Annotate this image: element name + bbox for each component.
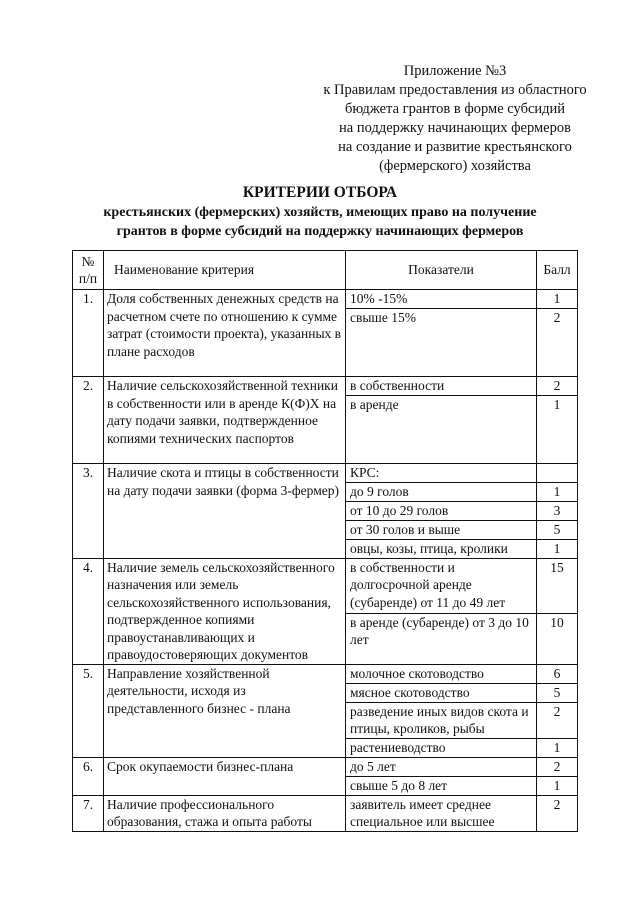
row-criterion: Доля собственных денежных средств на расчетном счете по отношению к сумме затрат (стоимости проекта), указанных в плане расходов	[104, 290, 346, 377]
row-score: 2	[537, 377, 578, 396]
row-score: 3	[537, 502, 578, 521]
appendix-line: на поддержку начинающих фермеров	[339, 120, 571, 136]
row-score: 1	[537, 290, 578, 309]
table-row	[73, 664, 578, 683]
row-score: 1	[537, 738, 578, 757]
table-row	[73, 795, 578, 831]
table-row	[73, 464, 578, 483]
row-criterion: Наличие сельскохозяйственной техники в собственности или в аренде К(Ф)Х на дату подачи заявки, подтвержденное копиями технических паспортов	[104, 377, 346, 464]
title-main: КРИТЕРИИ ОТБОРА	[242, 184, 398, 201]
row-indicator: до 9 голов	[346, 483, 537, 502]
row-score: 6	[537, 664, 578, 683]
row-indicator: молочное скотоводство	[346, 664, 537, 683]
row-indicator: 10% -15%	[346, 290, 537, 309]
row-number: 5.	[73, 664, 104, 757]
row-number: 2.	[73, 377, 104, 464]
document-title	[0, 183, 640, 241]
row-indicator: до 5 лет	[346, 757, 537, 776]
header-number-line2: п/п	[78, 271, 98, 286]
row-criterion: Срок окупаемости бизнес-плана	[104, 757, 346, 795]
row-indicator: свыше 5 до 8 лет	[346, 776, 537, 795]
row-score: 5	[537, 683, 578, 702]
table-row	[73, 757, 578, 776]
appendix-block	[290, 62, 620, 176]
row-score: 2	[537, 757, 578, 776]
header-number-line1: №	[81, 253, 95, 269]
row-number: 1.	[73, 290, 104, 377]
row-criterion: Направление хозяйственной деятельности, исходя из представленного бизнес - плана	[104, 664, 346, 757]
title-subtitle-line1: крестьянских (фермерских) хозяйств, имеющих право на получение	[103, 205, 537, 220]
row-criterion: Наличие земель сельскохозяйственного назначения или земель сельскохозяйственного использования, подтвержденное копиями правоустанавливающих и правоудостоверяющих документов	[104, 558, 346, 664]
row-indicator: мясное скотоводство	[346, 683, 537, 702]
appendix-line: к Правилам предоставления из областного	[323, 82, 587, 98]
row-score: 5	[537, 521, 578, 540]
row-criterion: Наличие профессионального образования, стажа и опыта работы	[104, 795, 346, 831]
row-indicator: разведение иных видов скота и птицы, кроликов, рыбы	[346, 702, 537, 738]
row-number: 7.	[73, 795, 104, 831]
row-score: 15	[537, 558, 578, 613]
row-score: 1	[537, 483, 578, 502]
row-score	[537, 464, 578, 483]
criteria-table	[72, 250, 578, 832]
row-score: 2	[537, 702, 578, 738]
row-score: 1	[537, 396, 578, 464]
header-indicators: Показатели	[346, 251, 537, 290]
header-criterion: Наименование критерия	[104, 251, 346, 290]
row-indicator: овцы, козы, птица, кролики	[346, 540, 537, 559]
appendix-line: Приложение №3	[403, 63, 507, 79]
row-indicator: КРС:	[346, 464, 537, 483]
row-score: 2	[537, 309, 578, 377]
title-subtitle-line2: грантов в форме субсидий на поддержку начинающих фермеров	[116, 224, 524, 239]
appendix-line: на создание и развитие крестьянского	[338, 139, 572, 155]
row-score: 2	[537, 795, 578, 831]
row-score: 1	[537, 776, 578, 795]
row-indicator: в аренде (субаренде) от 3 до 10 лет	[346, 613, 537, 664]
row-score: 1	[537, 540, 578, 559]
row-number: 3.	[73, 464, 104, 559]
row-number: 6.	[73, 757, 104, 795]
row-indicator: заявитель имеет среднее специальное или высшее	[346, 795, 537, 831]
table-row	[73, 558, 578, 613]
table-row	[73, 290, 578, 309]
appendix-line: (фермерского) хозяйства	[379, 158, 531, 174]
row-indicator: свыше 15%	[346, 309, 537, 377]
row-indicator: от 10 до 29 голов	[346, 502, 537, 521]
header-number	[73, 251, 104, 290]
row-indicator: в собственности и долгосрочной аренде (субаренде) от 11 до 49 лет	[346, 558, 537, 613]
header-score: Балл	[537, 251, 578, 290]
row-indicator: в аренде	[346, 396, 537, 464]
row-indicator: в собственности	[346, 377, 537, 396]
row-score: 10	[537, 613, 578, 664]
table-row	[73, 377, 578, 396]
row-indicator: растениеводство	[346, 738, 537, 757]
row-number: 4.	[73, 558, 104, 664]
row-indicator: от 30 голов и выше	[346, 521, 537, 540]
table-header-row	[73, 251, 578, 290]
row-criterion: Наличие скота и птицы в собственности на дату подачи заявки (форма 3-фермер)	[104, 464, 346, 559]
appendix-line: бюджета грантов в форме субсидий	[344, 101, 566, 117]
